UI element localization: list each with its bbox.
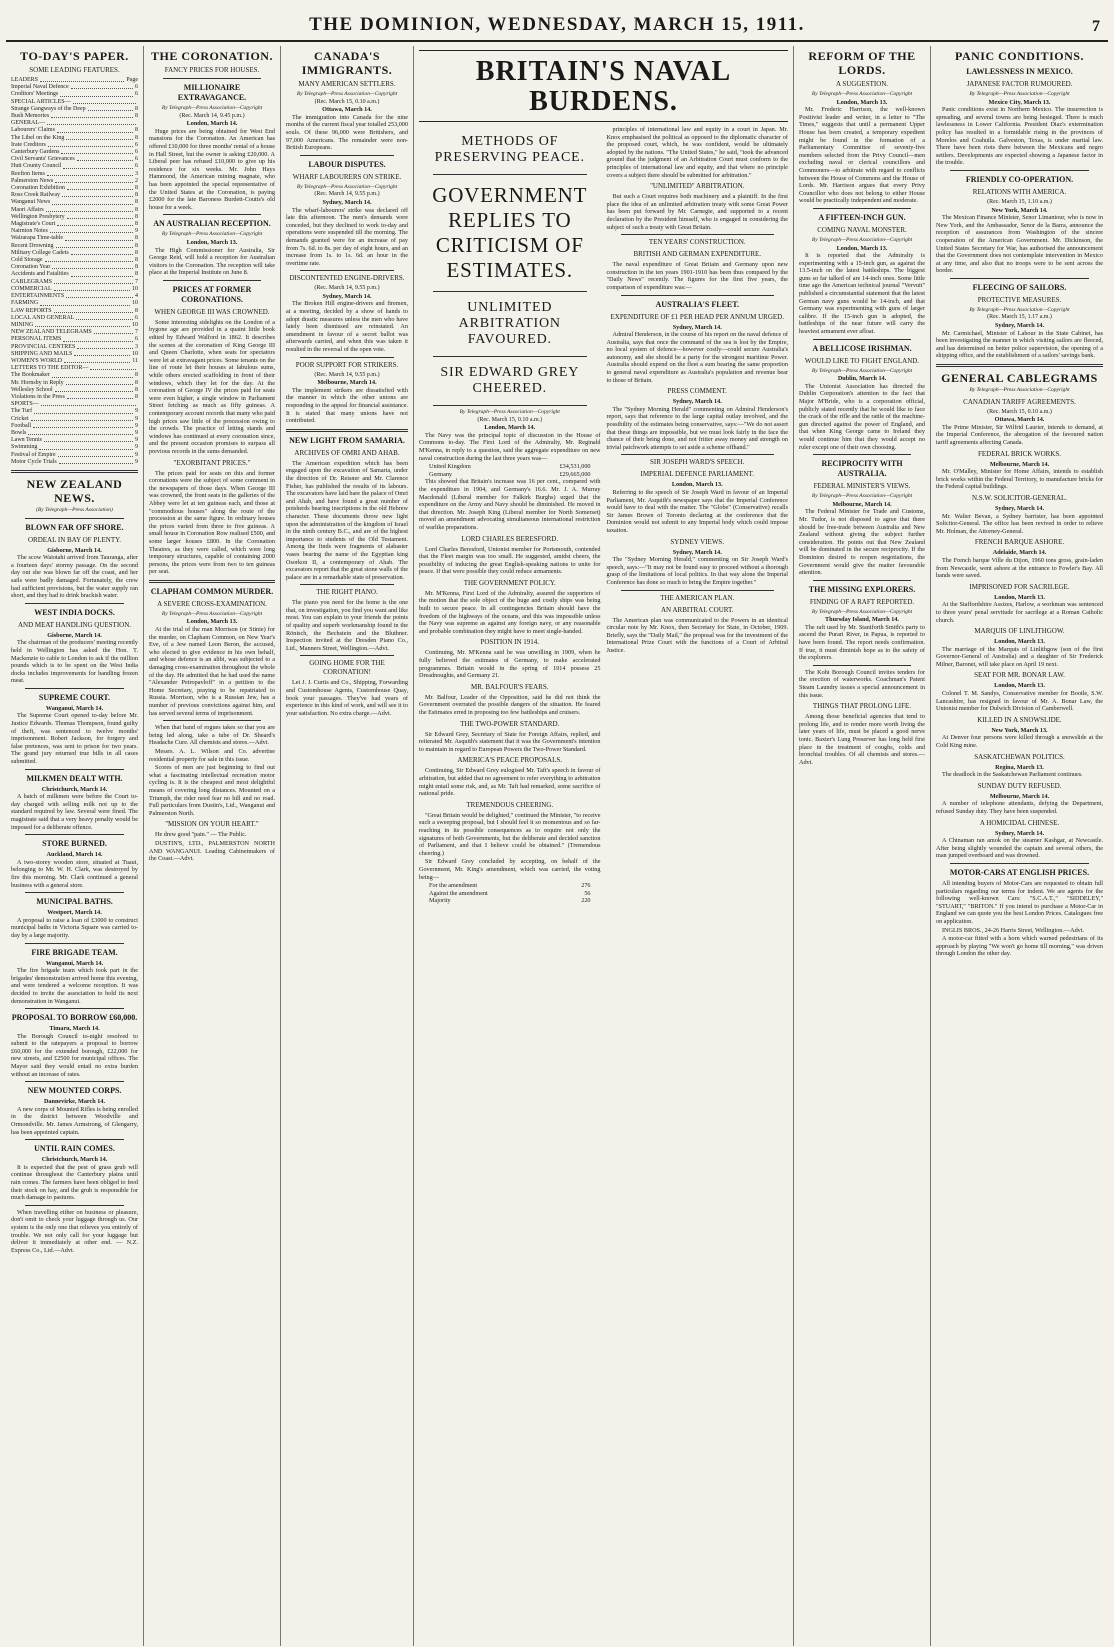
story-dateline: Dannevirke, March 14. xyxy=(43,1098,106,1106)
masthead-title: THE DOMINION, WEDNESDAY, MARCH 15, 1911. xyxy=(309,14,805,35)
main-left-subcolumn xyxy=(419,126,601,905)
story-dateline: London, March 14. xyxy=(186,120,238,128)
story-title: FIRE BRIGADE TEAM. xyxy=(31,947,118,957)
story-body: It is expected that the pest of grass grub will continue throughout the Canterbury plains until rain comes. The farmers have been obliged to feed their stock on hay, and the grub is responsible for much damage to pastures. xyxy=(11,1163,138,1202)
story-received: (Rec. March 14, 9.55 p.m.) xyxy=(314,191,380,198)
index-item: Reefton Items 3 xyxy=(11,170,138,177)
page-number: 7 xyxy=(1092,18,1100,35)
index-item: Imperial Naval Defence 6 xyxy=(11,84,138,91)
nz-news-credit: (By Telegraph—Press Association) xyxy=(36,506,113,513)
story-body: The deadlock in the Saskatchewan Parliament continues. xyxy=(942,771,1083,779)
index-item: SPORTS— xyxy=(11,401,138,408)
story-body: At Denver four persons were killed through a snowslide at the Cold King mine. xyxy=(936,734,1103,750)
ad-heading: THINGS THAT PROLONG LIFE. xyxy=(812,702,912,711)
index-item: ENTERTAINMENTS 4 xyxy=(11,293,138,300)
ad-heading: MOTOR-CARS AT ENGLISH PRICES. xyxy=(949,867,1090,877)
index-item: PERSONAL ITEMS 6 xyxy=(11,336,138,343)
story-credit: By Telegraph—Press Association—Copyright xyxy=(161,231,263,238)
story-dateline: Sydney, March 14. xyxy=(994,504,1045,512)
story-body: The chairman of the producers' meeting recently held in Wellington has asked the Hon. T. Mackenzie to cable to London to ask if the million pounds which is to be spent on the West India docks includes improvements for handling frozen meat. xyxy=(11,639,138,685)
index-item: Coronation Exhibition 8 xyxy=(11,185,138,192)
story-title: MILKMEN DEALT WITH. xyxy=(26,773,123,783)
index-item: The Turf 9 xyxy=(11,408,138,415)
index-item: Ross Creek Railway 8 xyxy=(11,192,138,199)
story-subhead: MR. BALFOUR'S FEARS. xyxy=(470,682,549,691)
story-received: (Rec. March 15, 1.17 a.m.) xyxy=(987,314,1052,321)
story-title: SEAT FOR MR. BONAR LAW. xyxy=(974,671,1065,680)
index-item: Bush Memories 8 xyxy=(11,113,138,120)
index-item: Lawn Tennis 9 xyxy=(11,437,138,444)
index-item: CABLEGRAMS 7 xyxy=(11,278,138,285)
story-title: AUSTRALIA'S FLEET. xyxy=(655,299,739,309)
story-subhead: "UNLIMITED" ARBITRATION. xyxy=(650,182,745,191)
story-body: But such a Court requires both machinery and a plaintiff. In the first place the idea of an unlimited arbitration treaty with some Great Power has been put forward by Mr. Carnegie, and supported to a recent declaration by the President himself, who is engaged in considering the subject of such a treaty with Great Britain. xyxy=(606,193,788,231)
story-dateline: Sydney, March 14. xyxy=(672,548,722,556)
section-heading: CANADA'S IMMIGRANTS. xyxy=(301,49,393,77)
story-subtitle: RELATIONS WITH AMERICA. xyxy=(972,187,1067,196)
column-canada xyxy=(281,46,414,1646)
index-item: Wairarapa Time-table 8 xyxy=(11,235,138,242)
story-received: (Rec. March 14, 9.45 p.m.) xyxy=(179,112,245,119)
index-item: SPECIAL ARTICLES— xyxy=(11,99,138,106)
advertisement: When that band of rogues takes so that you are being led along, take a tube of Dr. Sheard's Headache Cure. All chemists and stores.—Advt. xyxy=(149,724,275,747)
story-subtitle: PROTECTIVE MEASURES. xyxy=(977,295,1062,304)
headline-deck: SIR EDWARD GREY CHEERED. xyxy=(440,365,580,396)
story-dateline: Sydney, March 14. xyxy=(672,323,722,331)
index-item: MINING 10 xyxy=(11,321,138,328)
vote-row: Against the amendment 56 xyxy=(429,889,591,897)
story-title: THE AMERICAN PLAN. xyxy=(660,593,735,602)
index-list xyxy=(11,77,138,466)
story-subhead: LORD CHARLES BERESFORD. xyxy=(461,534,559,543)
index-item: NEW ZEALAND TELEGRAMS 7 xyxy=(11,329,138,336)
story-body: Mr. Walter Bevan, a Sydney barrister, has been appointed Solicitor-General. The office has been revived in order to relieve Mr. Holman, the Attorney-General. xyxy=(936,512,1103,535)
story-body: The naval expenditure of Great Britain and Germany upon new construction in the ten years 1901-1910 has been thus compared by the "Daily News" recently. The figures for the first five years, the comparison of expenditure was:— xyxy=(606,261,788,291)
story-title: A BELLICOSE IRISHMAN. xyxy=(812,343,912,353)
story-title: CANADIAN TARIFF AGREEMENTS. xyxy=(963,397,1076,406)
story-body: At the trial of the man Morrison (or Stinie) for the murder, on Clapham Common, on New Year's Eve, of a Jew named Leon Beron, the accused, who elected to give evidence in his own behalf, and whose defence is an alibi, was subjected to a damaging cross-examination throughout the whole of the day. He admitted that he had used the name "Alexander Petropavloff" in a petition to the Home Secretary, praying to be repatriated to Russia. Morrison, who is a Russian Jew, has a number of previous convictions against him, and has served several terms of imprisonment. xyxy=(149,626,275,717)
index-item: LAW REPORTS 8 xyxy=(11,307,138,314)
story-credit: By Telegraph—Press Association—Copyright xyxy=(459,409,560,415)
advertisement: Among those beneficial agencies that tend to prolong life, and to render more worth living the later years of life, must be placed a good nerve tonic. Baxter's Lung Preserver has long held first place in the treatment of coughs, colds and bronchial troubles. Of all chemists and stores.—Advt. xyxy=(799,713,925,766)
story-dateline: Melbourne, March 14. xyxy=(989,792,1050,800)
column-naval-burdens xyxy=(414,46,794,1646)
story-body: The wharf-labourers' strike was declared off late this afternoon. The men's demands were conceded, but they declined to work to-day and operations were suspended till the morning. The demands granted were for an increase of pay from 7s. 6d. to 8s. per day of eight hours, and an increase from 1s. to 1s. 6d. an hour in the overtime rate. xyxy=(286,206,408,267)
section-heading: GENERAL CABLEGRAMS xyxy=(941,371,1098,386)
story-body: The Navy was the principal topic of discussion in the House of Commons to-day. The First Lord of the Admiralty, Mr. Reginald M'Kenna, in reply to a question, said the aggregate expenditure on new naval construction during the last three years was— xyxy=(419,431,601,462)
story-subtitle: FINDING OF A RAFT REPORTED. xyxy=(809,597,915,606)
story-dateline: London, March 13. xyxy=(836,98,888,106)
story-title: PROPOSAL TO BORROW £60,000. xyxy=(11,1013,138,1023)
story-body: The "Sydney Morning Herald," commenting on Sir Joseph Ward's speech, says:—"It may not be found easy to proceed without a thorough grasp of the limitations of local politics. In that way alone the Imperial Conference has done so much to bring the Empire together." xyxy=(606,556,788,586)
index-item: Accidents and Fatalities 8 xyxy=(11,271,138,278)
index-item: SHIPPING AND MAILS 10 xyxy=(11,350,138,357)
index-item: Swimming 9 xyxy=(11,444,138,451)
story-title: MILLIONAIRE EXTRAVAGANCE. xyxy=(177,83,247,102)
story-subtitle: IMPERIAL DEFENCE PARLIAMENT. xyxy=(640,470,754,479)
story-title: SIR JOSEPH WARD'S SPEECH. xyxy=(650,458,745,467)
section-heading: PANIC CONDITIONS. xyxy=(955,49,1084,63)
index-item: Creditors' Meetings 6 xyxy=(11,91,138,98)
story-title: FLEECING OF SAILORS. xyxy=(972,282,1067,292)
story-subtitle: AND MEAT HANDLING QUESTION. xyxy=(17,620,132,629)
story-credit: By Telegraph—Press Association—Copyright xyxy=(811,91,913,97)
story-received: (Rec. March 15, 0.10 a.m.) xyxy=(314,98,380,105)
story-dateline: Christchurch, March 14. xyxy=(41,785,108,793)
story-dateline: London, March 14. xyxy=(484,424,536,432)
index-item: Motor Cycle Trials 9 xyxy=(11,458,138,465)
story-dateline: Regina, March 13. xyxy=(995,763,1044,771)
story-title: SUPREME COURT. xyxy=(38,692,111,702)
story-dateline: London, March 13. xyxy=(186,238,238,246)
story-credit: By Telegraph—Press Association—Copyright xyxy=(969,91,1070,97)
story-body: The raft used by Mr. Staniforth Smith's party to ascend the Purari River, in Papua, is reported to have been found. The report needs confirmation. If true, it must diminish hope as to the safety of the explorers. xyxy=(799,623,925,662)
story-title: N.S.W. SOLICITOR-GENERAL. xyxy=(971,493,1068,502)
index-item: LEADERS Page xyxy=(11,77,138,83)
index-item: Mr. Hornsby in Reply 8 xyxy=(11,379,138,386)
story-title: THE MISSING EXPLORERS. xyxy=(808,584,916,594)
index-item: Cold Storage 8 xyxy=(11,257,138,264)
story-subtitle: ARCHIVES OF OMRI AND AHAB. xyxy=(294,448,400,457)
index-item: PROVINCIAL CENTRES 3 xyxy=(11,343,138,350)
story-received: (Rec. March 15, 1.10 a.m.) xyxy=(987,198,1052,205)
section-heading: THE CORONATION. xyxy=(151,49,273,63)
index-item: Military College Cadets 8 xyxy=(11,249,138,256)
index-item: Magistrate's Court 8 xyxy=(11,221,138,228)
story-dateline: Gisborne, March 14. xyxy=(47,546,102,554)
story-body: Referring to the speech of Sir Joseph Ward in favour of an Imperial Parliament, Mr. Asquith's newspaper says that the Imperial Conference would have to deal with the matter. The "Globe" (Conservative) recalls Sir James Brown of Toronto declaring at the conference that the Dominion would not submit to any Imperial body which could impose taxation. xyxy=(606,489,788,534)
index-item: Wanganui News 8 xyxy=(11,199,138,206)
story-body: Mr. Carmichael, Minister of Labour in the State Cabinet, has been investigating the manner in which visiting sailors are fleeced, and has determined on better police supervision, the opening of a shipping office, and the establishment of a sailors' savings bank. xyxy=(936,329,1103,360)
story-body: It is reported that the Admiralty is experimenting with a 15-inch gun, as against the 13.5-inch on the latest battleships. The biggest guns so far talked of are 14-inch ones. Some little time ago the American technical journal "Vervuit" published a circumstantial statement that the latest German navy guns would be 14-inch, and that Germany was experimenting with guns of larger calibre. If the 15-inch gun is adopted, the battleships of the near future will carry the heaviest armament ever afloat. xyxy=(799,252,925,336)
story-title: POOR SUPPORT FOR STRIKERS. xyxy=(295,360,399,369)
story-dateline: Westport, March 14. xyxy=(47,909,102,917)
story-credit: By Telegraph—Press Association—Copyright xyxy=(811,367,913,374)
story-dateline: Gisborne, March 14. xyxy=(47,631,102,639)
columns xyxy=(6,46,1108,1646)
figures-row: Germany £29,665,000 xyxy=(429,470,591,478)
index-item: Football 9 xyxy=(11,422,138,429)
story-credit: By Telegraph—Press Association—Copyright xyxy=(296,183,398,190)
story-credit: By Telegraph—Press Association—Copyright xyxy=(161,610,263,617)
advertisement: He drew good "pain." — The Public. xyxy=(155,831,247,839)
story-body: The American expedition which has been engaged upon the excavation of Samaria, under the direction of Dr. Reisner and Mr. Clarence Fisher, has published the results of its labours. The excavators have laid bare the palace of Omri and Ahab, and have found a great number of potsherds bearing inscriptions in the old Hebrew character. These documents throw new light upon the administration of the kingdom of Israel in the ninth century B.C., and are of the highest importance to students of the Old Testament. Among the finds were fragments of alabaster vases bearing the name of the Egyptian king Osorkon II, a contemporary of Ahab. The excavators report that the great stone walls of the palace are in a remarkable state of preservation. xyxy=(286,459,408,581)
story-title: NEW LIGHT FROM SAMARIA. xyxy=(289,435,405,445)
story-dateline: Wanganui, March 14. xyxy=(45,959,104,967)
index-item: GENERAL— xyxy=(11,120,138,127)
story-body: The immigration into Canada for the nine months of the current fiscal year totalled 253,000 souls. Of these 96,000 were Britishers, and 97,000 Americans. The remainder were non-British Europeans. xyxy=(286,113,408,152)
story-subtitle: "EXORBITANT PRICES." xyxy=(173,458,251,467)
story-title: A FIFTEEN-INCH GUN. xyxy=(818,212,906,222)
advertisement: DUSTIN'S, LTD., PALMERSTON NORTH AND WANGANUI. Leading Cabinetmakers of the Coast.—Advt. xyxy=(149,839,275,863)
index-item: Cricket 9 xyxy=(11,415,138,422)
story-subtitle: WHEN GEORGE III WAS CROWNED. xyxy=(154,307,270,316)
story-subtitle: EXPENDITURE OF £1 PER HEAD PER ANNUM URGED. xyxy=(610,312,784,321)
story-received: (Rec. March 14, 9.55 p.m.) xyxy=(314,371,380,378)
story-title: PRICES AT FORMER CORONATIONS. xyxy=(172,284,252,304)
story-body: The "Sydney Morning Herald" commenting on Admiral Henderson's report, says that reference to the large capital outlay involved, and the possibility of the estimates being conservative, says:—"We do not assert that these things are impossible, but we must look fairly in the face the chance of their being done, and not fritter away money and strength on trivial patchwork attempts to set aside a scheme offhand." xyxy=(606,405,788,451)
story-title: FRIENDLY CO-OPERATION. xyxy=(965,174,1074,184)
story-body: This showed that Britain's increase was 16 per cent., compared with the expenditure in 1904, and Germany's 16.6. Mr. J. A. Murray Macdonald (Liberal member for Falkirk Burghs) urged that the expenditure on the Army and Navy should be diminished. He moved in that direction. Mr. Joseph King (Liberal member for North Somerset) moved an amendment advocating simultaneous international restriction of warlike preparations. xyxy=(419,478,601,531)
story-body: The French barque Ville du Dijon, 1960 tons gross, grain-laden from Newcastle, went ashore at the entrance to Fowler's Bay. All hands were saved. xyxy=(936,556,1103,580)
story-dateline: London, March 13. xyxy=(994,682,1045,690)
story-body: Mr. M'Kenna, First Lord of the Admiralty, assured the supporters of the motion that the sole object of the huge and costly ships was being built to secure peace. In all contingencies Britain should have the freedom of the highways of the oceans, and this was impossible unless the Navy was supreme as against any foreign navy, or any reasonable and probable combination they might have to meet single-handed. xyxy=(419,589,601,635)
index-item: Maori Affairs 8 xyxy=(11,206,138,213)
index-item: COMMERCIAL 10 xyxy=(11,285,138,292)
story-credit: By Telegraph—Press Association—Copyright xyxy=(811,236,913,243)
story-title: SYDNEY VIEWS. xyxy=(670,537,725,546)
story-subhead: POSITION IN 1914. xyxy=(480,638,540,647)
story-subhead: AMERICA'S PEACE PROPOSALS. xyxy=(457,756,563,765)
story-credit: By Telegraph—Press Association—Copyright xyxy=(811,493,913,500)
story-body: "Great Britain would be delighted," continued the Minister, "to receive such a sweeping proposal, but I should feel it so momentous and so far-reaching in its possible consequences as to require not only the signatures of both Governments, but the deliberate and decided sanction of Parliament, and that I believe could be obtained." (Tremendous cheering.) xyxy=(419,811,601,857)
advertisement: The piano you need for the home is the one that, on investigation, you find you want and like most. You can explain to your friends the points of quality and superb workmanship found in the Rönisch, the Bechstein and the Bluthner. Inspection invited at the Dresden Piano Co., Ltd., Manners Street, Wellington.—Advt. xyxy=(286,599,408,652)
story-dateline: Timaru, March 14. xyxy=(49,1025,100,1033)
story-subtitle: A SEVERE CROSS-EXAMINATION. xyxy=(157,599,267,608)
story-dateline: Melbourne, March 14. xyxy=(317,379,377,387)
story-body: The marriage of the Marquis of Linlithgow (son of the first Governor-General of Australia) and a daughter of Sir Frederick Milner, Baronet, will take place on April 19 next. xyxy=(936,645,1103,668)
story-dateline: Wanganui, March 14. xyxy=(45,704,104,712)
story-body: Continuing, Mr. M'Kenna said he was unwilling in 1909, when he fully believed the estimates of Germany, to make accelerated programmes. Britain would in the spring of 1914 possess 25 Dreadnoughts, and Germany 21. xyxy=(419,649,601,680)
story-received: (Rec. March 14, 9.55 p.m.) xyxy=(314,285,380,292)
story-subtitle: BRITISH AND GERMAN EXPENDITURE. xyxy=(633,250,762,259)
story-body: The Mexican Finance Minister, Senor Limantour, who is now in New York, and the Ambassador, Senor de la Barra, announce the reception of assurances from Washington of the sincere cooperation of the American Government. Mr. Dickinson, the United States Secretary for War, has authorised the announcement that the Government does not contemplate intervention in Mexico at any time, and also that no troops were to be sent across the border. xyxy=(936,214,1103,275)
advertisement: Let J. J. Curtis and Co., Shipping, Forwarding and Customhouse Agents, Customhouse Quay, book your passages. They've had years of experience in this kind of work, and will see it to your satisfaction. No extra charge.—Advt. xyxy=(286,679,408,717)
advertisement: INGLIS BROS., 24-26 Harris Street, Wellington.—Advt. xyxy=(942,926,1085,934)
index-item: Festival of Empire 9 xyxy=(11,451,138,458)
story-credit: By Telegraph—Press Association—Copyright xyxy=(161,105,263,111)
story-title: SUNDAY DUTY REFUSED. xyxy=(977,781,1062,790)
story-dateline: Sydney, March 14. xyxy=(994,829,1045,837)
story-body: The prices paid for seats on this and former coronations were the subject of some comment in the newspapers of those days. When George III was crowned, the front seats in the galleries of the Abbey were let at ten guineas each, and those at "commodious houses" along the route of the procession at the same figure. In ordinary houses the prices varied from three to five guineas. A small house in Coronation Row realised £500, and some larger houses £800. In the Coronation Theatres, as they were called, which were long temporary structures, capable of containing 2000 persons, the prices were from two to ten guineas per seat. xyxy=(149,469,275,576)
advertisement: When travelling either on business or pleasure, don't omit to check your luggage through us. Our system is the only one that relieves you entirely of trouble. We not only call for your luggage but deliver it immediately at other end. — N.Z. Express Co., Ltd.—Advt. xyxy=(11,1208,138,1254)
story-body: The Federal Minister for Trade and Customs, Mr. Tudor, is not disposed to agree that there should be free-trade between Australia and New Zealand without giving the subject further consideration. He points out that New Zealand will be dominated in the secure reciprocity. If the Dominion desired to reopen negotiations, the Government would give the matter favourable attention. xyxy=(799,508,925,577)
story-body: A motor-car fitted with a horn which warned pedestrians of its approach by playing "We won't go home till morning," was driven through London the other day. xyxy=(936,935,1103,958)
story-title: MANY AMERICAN SETTLERS. xyxy=(298,80,396,88)
story-body: Admiral Henderson, in the course of his report on the naval defence of Australia, says that once the command of the sea is lost by the Empire, no local system of defence—however costly—could secure Australia's autonomy, and she should be a party for the strongest maritime Power. Australia should expend on the fleet a sum bearing the same proportion to general naval expenditure as Australia's population and revenue bear to those of Britain. xyxy=(606,331,788,384)
story-body: Continuing, Sir Edward Grey eulogised Mr. Taft's speech in favour of arbitration, but added that no agreement to refer everything to arbitration might entail some risk, and, as Mr. Taft had remarked, some sacrifice of national pride. xyxy=(419,767,601,798)
advertisement: All intending buyers of Motor-Cars are requested to obtain full particulars regarding our terms for indent. We are agents for the following well-known Cars: "S.C.A.T.," "SIDDELEY," "STUART," "BRITON." If you intend to purchase a Motor-Car in England we can quote you the best London Prices. Catalogues free on application. xyxy=(936,879,1103,925)
story-dateline: Sydney, March 14. xyxy=(322,198,372,206)
story-subtitle: COMING NAVAL MONSTER. xyxy=(817,225,907,234)
story-subhead: THE TWO-POWER STANDARD. xyxy=(460,719,560,728)
nz-news-heading: NEW ZEALAND NEWS. xyxy=(26,476,123,505)
story-dateline: Thursday Island, March 14. xyxy=(825,616,899,624)
story-title: DISCONTENTED ENGINE-DRIVERS. xyxy=(289,274,405,283)
column-panic-conditions xyxy=(931,46,1108,1646)
story-dateline: Ottawa, March 14. xyxy=(322,106,372,114)
story-dateline: Sydney, March 14. xyxy=(994,322,1045,330)
story-body: Some interesting sidelights on the London of a bygone age are provided in a quaint little book edited by Edward Walford in 1862. It describes the scenes at the coronation of King George III and Queen Charlotte, when seats for spectators were let at extravagant prices. Some tenants on the line of route let their houses at fabulous sums, while others erected scaffolding in front of their windows, which they let for the day. At the coronation of George IV the prices paid for seats were even higher, a single window in Parliament Street fetching as much as fifty guineas. A contemporary account records that many who paid high prices saw little of the procession owing to the crowds. The practice of letting stands and windows has continued at every coronation since, and the present occasion promises to surpass all previous records in the sums demanded. xyxy=(149,318,275,455)
vote-row: For the amendment 276 xyxy=(429,882,591,890)
advertisement: The Kohi Borough Council invites tenders for the erection of waterworks. Coachman's Patent Steam Laundry issues a special announcement in this issue. xyxy=(799,668,925,699)
story-dateline: London, March 13. xyxy=(186,618,238,626)
index-item: Wellington Presbytery 8 xyxy=(11,213,138,220)
story-dateline: Auckland, March 14. xyxy=(46,851,103,859)
story-dateline: Sydney, March 14. xyxy=(322,292,372,300)
story-title: IMPRISONED FOR SACRILEGE. xyxy=(969,582,1070,591)
story-body: The High Commissioner for Australia, Sir George Reid, will hold a reception for Australian visitors to the Coronation. The reception will take place at the Imperial Institute on June 8. xyxy=(149,246,275,277)
section-credit: By Telegraph—Press Association—Copyright xyxy=(969,387,1070,394)
index-item: WOMEN'S WORLD 11 xyxy=(11,357,138,364)
story-title: A HOMICIDAL CHINESE. xyxy=(979,818,1060,827)
story-title: AN AUSTRALIAN RECEPTION. xyxy=(153,219,271,229)
advertisement: Messrs. A. L. Wilson and Co. advertise residential property for sale in this issue. xyxy=(149,747,275,763)
story-credit: By Telegraph—Press Association—Copyright xyxy=(811,608,913,615)
story-body: Huge prices are being obtained for West End mansions for the Coronation. An American has offered £10,000 for three months' rental of a house in Hall Street, but the owner is asking £20,000. A Liberal peer has refused £10,000 to give up his residence for six weeks. Mr. John Hays Hammond, the American mining magnate, who has been appointed the special representative of the United States at the Coronation, is paying £2000 for the late Baroness Burdett-Coutts's old house for a week. xyxy=(149,127,275,211)
index-heading: TO-DAY'S PAPER. xyxy=(20,49,129,63)
story-dateline: London, March 13. xyxy=(994,593,1045,601)
story-title: UNTIL RAIN COMES. xyxy=(34,1144,115,1154)
ad-heading: THE RIGHT PIANO. xyxy=(316,588,378,597)
section-subheading: FANCY PRICES FOR HOUSES. xyxy=(164,66,260,74)
story-body: The Supreme Court opened to-day before Mr. Justice Edwards. Thomas Thompson, found guilty of theft, was sentenced to twelve months' imprisonment. Robert Jackson, for forgery and false pretences, was sent to prison for two years. The grand jury returned true bills in all cases submitted. xyxy=(11,712,138,766)
story-subtitle: JAPANESE FACTOR RUMOURED. xyxy=(966,80,1073,88)
story-body: A Chinaman ran amok on the steamer Kashgar, at Newcastle. After being slightly wounded the captain and several others, the man jumped overboard and was drowned. xyxy=(936,837,1103,860)
index-subheading: SOME LEADING FEATURES. xyxy=(29,66,120,74)
story-title: PRESS COMMENT. xyxy=(667,387,727,396)
story-subhead: THE GOVERNMENT POLICY. xyxy=(463,578,556,587)
column-reform-lords xyxy=(794,46,931,1646)
story-title: FEDERAL BRICK WORKS. xyxy=(977,449,1062,458)
story-subhead: TREMENDOUS CHEERING. xyxy=(466,800,554,809)
story-credit: By Telegraph—Press Association—Copyright xyxy=(296,91,398,97)
story-dateline: Mexico City, March 13. xyxy=(988,98,1051,106)
masthead xyxy=(6,0,1108,42)
story-title: NEW MOUNTED CORPS. xyxy=(27,1086,122,1096)
story-subtitle: WOULD LIKE TO FIGHT ENGLAND. xyxy=(804,356,920,365)
story-body: A number of telephone attendants, defying the Department, refused Sunday duty. They have been suspended. xyxy=(936,800,1103,815)
column-todays-paper xyxy=(6,46,144,1646)
index-item: Wellesley School 8 xyxy=(11,386,138,393)
story-body: The Prime Minister, Sir Wilfrid Laurier, intends to demand, at the Imperial Conference, the abrogation of the favoured nation tariff agreements affecting Canada. xyxy=(936,423,1103,446)
story-title: WEST INDIA DOCKS. xyxy=(34,607,115,617)
headline-deck: GOVERNMENT REPLIES TO CRITICISM OF ESTIMATES. xyxy=(432,183,588,282)
headline-deck: METHODS OF PRESERVING PEACE. xyxy=(434,134,585,165)
section-heading: REFORM OF THE LORDS. xyxy=(808,49,916,77)
story-dateline: Melbourne, March 14. xyxy=(989,460,1050,468)
story-dateline: Christchurch, March 14. xyxy=(41,1156,108,1164)
story-body: The implement strikers are dissatisfied with the manner in which the other unions are responding to the appeal for financial assistance. It is stated that many unions have not contributed. xyxy=(286,386,408,425)
story-title: MUNICIPAL BATHS. xyxy=(36,897,113,907)
story-title: FRENCH BARQUE ASHORE. xyxy=(974,538,1065,547)
index-item: Violations in the Press 8 xyxy=(11,393,138,400)
advertisement: Scores of men are just beginning to find out what a fascinating intellectual recreation motor cycling is. It is the cheapest and most delightful means of covering long distances. Mounted on a Triumph, the rider need fear no hill and no road. Full particulars from Dustin's, Ltd., Wanganui and Palmerston North. xyxy=(149,764,275,817)
story-received: (Rec. March 15, 0.10 a.m.) xyxy=(477,416,543,423)
story-body: Mr. Frederic Harrison, the well-known Positivist leader and writer, in a letter to "The Times," suggests that until a permanent Upper House has been created, a temporary expedient might be found in the formation of a Parliamentary Committee of seventy-five members selected from the Privy Council—men excluding naval or clerical councillors and Commoners—to arbitrate with regard to conflicts between the House of Commons and the House of Lords. Mr. Harrison argues that every Privy Councillor who does not belong to either House would be practically independent and moderate. xyxy=(799,106,925,205)
index-item: Strange Gangways of the Deep 8 xyxy=(11,105,138,112)
story-dateline: Adelaide, March 14. xyxy=(992,549,1047,557)
ad-heading: GOING HOME FOR THE CORONATION! xyxy=(309,659,385,677)
index-item: Civil Servants' Grievances 6 xyxy=(11,156,138,163)
story-title: LABOUR DISPUTES. xyxy=(308,159,386,169)
story-subtitle: FEDERAL MINISTER'S VIEWS. xyxy=(813,482,911,491)
story-dateline: New York, March 14. xyxy=(991,206,1048,214)
index-item: Palmerston News 2 xyxy=(11,177,138,184)
story-body: Sir Edward Grey, Secretary of State for Foreign Affairs, replied, and reiterated Mr. Asquith's statement that it was the Government's intention to maintain in regard to European Powers the Two-Power Standard. xyxy=(419,730,601,753)
story-body: Lord Charles Beresford, Unionist member for Portsmouth, contended that the Fleet margin was too small. He suggested, amidst cheers, the possibility of inducing the great English-speaking nations to unite for peace. If that were possible they could reduce armaments. xyxy=(419,545,601,576)
story-credit: By Telegraph—Press Association—Copyright xyxy=(969,306,1070,313)
story-body: The American plan was communicated to the Powers in an identical circular note by Mr. Knox, then Secretary for State, in October, 1909. Briefly, says the "Daily Mail," the proposal was for the investment of the International Prize Court with the functions of a Court of Arbitral Justice. xyxy=(606,616,788,654)
story-dateline: Ottawa, March 14. xyxy=(994,416,1045,424)
story-body: The Unionist Association has directed the Dublin Corporation's attention to the fact that Major M'Bride, who is a corporation official, publicly stated recently that he would like to face the crack of the rifle and the rattle of the machine-gun directed against the power of England, and that when King George came to Ireland they would continue him that they would accept no ruler except one of their own choosing. xyxy=(799,382,925,451)
story-subtitle: ORDEAL IN BAY OF PLENTY. xyxy=(27,535,122,544)
index-item: Nairnton Notes 9 xyxy=(11,228,138,235)
story-title: A SUGGESTION. xyxy=(835,80,889,88)
figures-row: United Kingdom £34,531,000 xyxy=(429,463,591,471)
index-item: LOCAL AND GENERAL 6 xyxy=(11,314,138,321)
story-dateline: London, March 13. xyxy=(836,244,888,252)
story-subtitle: AN ARBITRAL COURT. xyxy=(661,605,734,614)
story-body: Colonel T. M. Sandys, Conservative member for Bootle, S.W. Lancashire, has resigned in favour of Mr. A. Bonar Law, the Unionist member for Dulwich Division of Camberwell. xyxy=(936,690,1103,713)
index-item: The Bookmaker 8 xyxy=(11,372,138,379)
headline-deck: UNLIMITED ARBITRATION FAVOURED. xyxy=(458,300,561,347)
story-dateline: Sydney, March 14. xyxy=(672,398,722,406)
index-item: Bowls 9 xyxy=(11,429,138,436)
story-body: A proposal to raise a loan of £3000 to construct municipal baths in Victoria Square was carried to-day by a large majority. xyxy=(11,916,138,939)
story-title: BLOWN FAR OFF SHORE. xyxy=(25,522,124,532)
story-body: A two-storey wooden store, situated at Tuaui, belonging to Mr. W. H. Clark, was destroyed by fire this morning. Mr. Clark continued a general business with a general store. xyxy=(11,858,138,889)
story-dateline: Dublin, March 14. xyxy=(837,375,887,383)
story-received: (Rec. March 15, 0.10 a.m.) xyxy=(987,408,1052,415)
story-dateline: London, March 13. xyxy=(671,481,723,489)
story-dateline: Melbourne, March 14. xyxy=(832,500,892,508)
story-dateline: London, March 13. xyxy=(994,638,1045,646)
story-body: Mr. Balfour, Leader of the Opposition, said he did not think the Government overrated the possible dangers of the situation. He feared the Estimates erred in proposing too few battleships and cruisers. xyxy=(419,693,601,716)
index-item: LETTERS TO THE EDITOR— xyxy=(11,365,138,372)
story-title: TEN YEARS' CONSTRUCTION. xyxy=(648,238,746,247)
index-item: Hutt County Council 6 xyxy=(11,163,138,170)
story-title: RECIPROCITY WITH AUSTRALIA. xyxy=(821,459,903,479)
story-dateline: New York, March 13. xyxy=(991,726,1048,734)
story-title: SASKATCHEWAN POLITICS. xyxy=(974,752,1065,761)
story-body: Mr. O'Malley, Minister for Home Affairs, intends to establish brick works within the Federal Territory, to manufacture bricks for the Federal capital buildings. xyxy=(936,468,1103,491)
story-title: MARQUIS OF LINLITHGOW. xyxy=(974,627,1065,636)
story-title: CLAPHAM COMMON MURDER. xyxy=(150,586,274,596)
story-body: Panic conditions exist in Northern Mexico. The insurrection is spreading, and several towns are being besieged. There is much lawlessness in Lower California. President Diaz's extermination policy has resulted in a formidable rising in the provinces of Morelos and Coahuila. Galveston, Texas, is under martial law. There have been riots there between the Mexicans and negro settlers. Developments are expected showing a Japanese factor in the trouble. xyxy=(936,106,1103,167)
story-body: The Broken Hill engine-drivers and firemen, at a meeting, decided by a show of hands to adopt drastic measures unless the men who have lately been dismissed are reinstated. An amendment in favour of a secret ballot was afterwards carried, and when this was taken it resulted in the reversal of the open vote. xyxy=(286,300,408,354)
story-body: Sir Edward Grey concluded by accepting, on behalf of the Government, Mr. King's amendment, which was carried, the voting being— xyxy=(419,858,601,881)
story-subtitle: WHARF LABOURERS ON STRIKE. xyxy=(292,172,402,181)
ad-heading: "MISSION ON YOUR HEART." xyxy=(165,820,259,829)
index-item: Irate Creditors 6 xyxy=(11,141,138,148)
index-item: Canterbury Gardens 6 xyxy=(11,149,138,156)
story-body: At the Staffordshire Assizes, Harlow, a workman was sentenced to three years' penal servitude for sacrilege at a Roman Catholic church. xyxy=(936,601,1103,624)
story-title: LAWLESSNESS IN MEXICO. xyxy=(966,67,1073,76)
story-title: KILLED IN A SNOWSLIDE. xyxy=(977,715,1062,724)
vote-row: Majority 220 xyxy=(429,897,591,905)
main-right-subcolumn xyxy=(607,126,789,905)
index-item: FARMING 10 xyxy=(11,300,138,307)
column-coronation xyxy=(144,46,281,1646)
main-headline: BRITAIN'S NAVAL BURDENS. xyxy=(419,50,788,122)
story-body: The scow Waiotahi arrived from Tauranga, after a fourteen days' stormy passage. On the second day out she was blown far off the coast, and her sails were badly damaged. Fortunately, the crew had sufficient provisions, but the water supply ran short, and they had to drink brackish water. xyxy=(11,554,138,600)
index-item: Recent Drowning 8 xyxy=(11,242,138,249)
story-body: A batch of milkmen were before the Court to-day charged with selling milk not up to the standard required by law. Several were fined. The magistrate said that a very heavy penalty would be imposed for a deliberate offence. xyxy=(11,793,138,831)
index-item: Coronation Year 8 xyxy=(11,264,138,271)
story-body: The fire brigade team which took part in the brigades' demonstration arrived home this evening, and were tendered a welcome reception. It was decided to invite the association to hold its next demonstration in Wanganui. xyxy=(11,967,138,1005)
index-item: Labourers' Claims 8 xyxy=(11,127,138,134)
story-title: STORE BURNED. xyxy=(42,839,107,849)
story-body: A new corps of Mounted Rifles is being enrolled in the district between Woodville and Ormondville. Mr. James Armstrong, of Glengarry, has been appointed captain. xyxy=(11,1105,138,1136)
index-item: The Libel on the King 8 xyxy=(11,134,138,141)
story-body: principles of international law and equity in a court in Japan. Mr. Knox emphasised the political as opposed to the diplomatic character of the proposed court, which, he was confident, would be ultimately adopted by the nations. "The United States," he said, "took the advanced ground that the judgment of an Arbitration Court must conform to the principles of international law and equity, and that where no principle covers a subject there should be submitted for arbitration." xyxy=(606,126,788,179)
story-body: The Borough Council to-night resolved to submit to the ratepayers a proposal to borrow £60,000 for the extended borough, £22,000 for new streets, and £2500 for municipal offices. The Mayor said they would entail no extra burden without an increase of rates. xyxy=(11,1032,138,1078)
